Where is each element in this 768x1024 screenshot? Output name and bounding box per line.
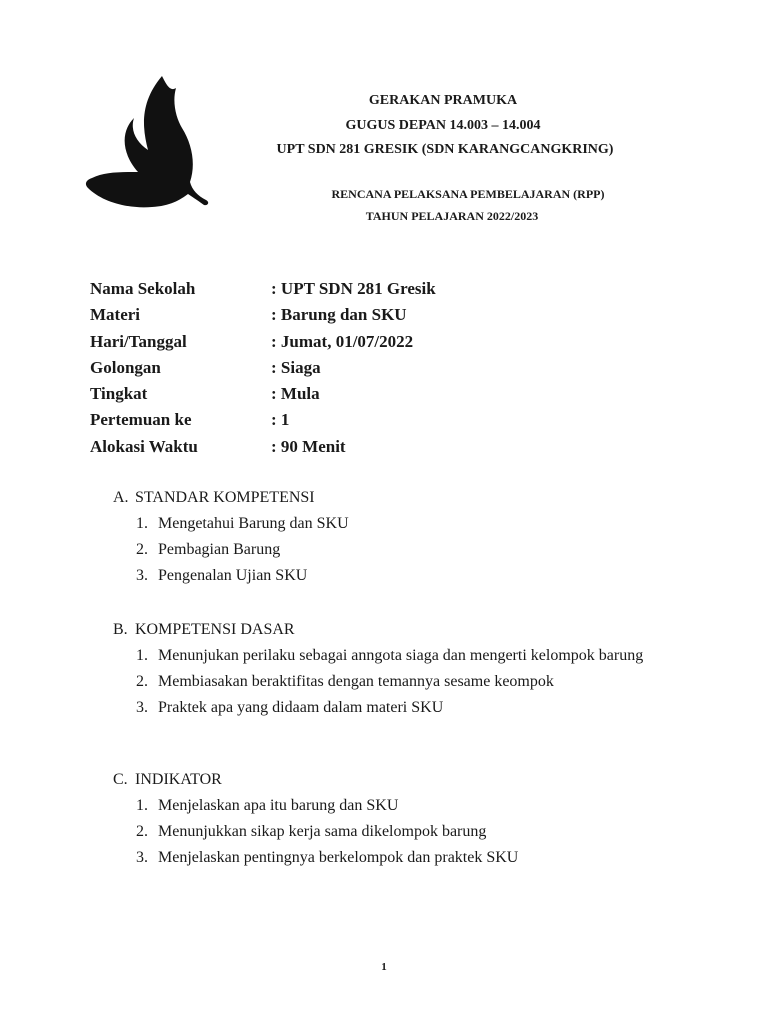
section-indikator [113,770,713,875]
list-number: 1. [136,647,148,664]
info-row-date [90,331,690,357]
organization-title: GERAKAN PRAMUKA [368,93,518,108]
info-row-duration [90,436,690,462]
list-text: Menjelaskan pentingnya berkelompok dan praktek SKU [158,849,519,866]
info-label: Alokasi Waktu [90,436,198,456]
section-title: INDIKATOR [135,771,222,788]
list-text: Pembagian Barung [158,541,281,558]
info-label: Nama Sekolah [90,279,196,298]
document-title: RENCANA PELAKSANA PEMBELAJARAN (RPP) [331,187,605,201]
section-heading [113,620,713,640]
list-text: Menunjukan perilaku sebagai anngota siaga dan mengerti kelompok barung [158,647,644,664]
section-title: STANDAR KOMPETENSI [135,489,315,506]
section-standar-kompetensi [113,488,713,593]
list-text: Pengenalan Ujian SKU [158,567,308,584]
list-item [113,567,713,585]
section-letter: A. [113,489,129,506]
list-item [113,699,713,717]
info-label: Materi [90,305,141,325]
section-heading [113,770,713,790]
info-row-group [90,357,690,383]
info-table [90,278,690,462]
info-value: : 1 [271,410,290,430]
info-label: Pertemuan ke [90,410,192,430]
info-value: : 90 Menit [271,436,346,456]
list-number: 3. [136,699,148,716]
gugus-depan-line: GUGUS DEPAN 14.003 – 14.004 [345,118,541,133]
list-item [113,849,713,867]
info-label: Hari/Tanggal [90,331,187,351]
list-text: Praktek apa yang didaam dalam materi SKU [158,699,444,716]
info-label: Tingkat [90,384,148,404]
info-row-school [90,278,690,304]
info-row-meeting [90,409,690,435]
tunas-kelapa-logo-icon [80,72,210,214]
list-item [113,797,713,815]
list-text: Menjelaskan apa itu barung dan SKU [158,797,399,814]
academic-year: TAHUN PELAJARAN 2022/2023 [365,209,539,223]
info-value: : Mula [271,384,320,404]
list-text: Mengetahui Barung dan SKU [158,515,349,532]
list-number: 1. [136,515,148,532]
info-value: : Siaga [271,357,321,377]
info-label: Golongan [90,357,161,377]
list-number: 2. [136,823,148,840]
list-text: Menunjukkan sikap kerja sama dikelompok barung [158,823,487,840]
list-text: Membiasakan beraktifitas dengan temannya sesame keompok [158,673,554,690]
school-name-line: UPT SDN 281 GRESIK (SDN KARANGCANGKRING) [276,142,614,157]
section-heading [113,488,713,508]
section-letter: B. [113,621,128,638]
list-item [113,673,713,691]
list-number: 3. [136,567,148,584]
list-item [113,515,713,533]
list-number: 1. [136,797,148,814]
list-number: 3. [136,849,148,866]
info-value: : Barung dan SKU [271,305,407,325]
info-row-material [90,304,690,330]
page-number: 1 [381,961,387,973]
list-number: 2. [136,673,148,690]
section-letter: C. [113,771,128,788]
info-value: : UPT SDN 281 Gresik [271,279,436,298]
list-number: 2. [136,541,148,558]
section-title: KOMPETENSI DASAR [135,621,295,638]
list-item [113,823,713,841]
section-kompetensi-dasar [113,620,713,725]
info-row-level [90,383,690,409]
list-item [113,541,713,559]
list-item [113,647,713,665]
info-value: : Jumat, 01/07/2022 [271,331,414,351]
